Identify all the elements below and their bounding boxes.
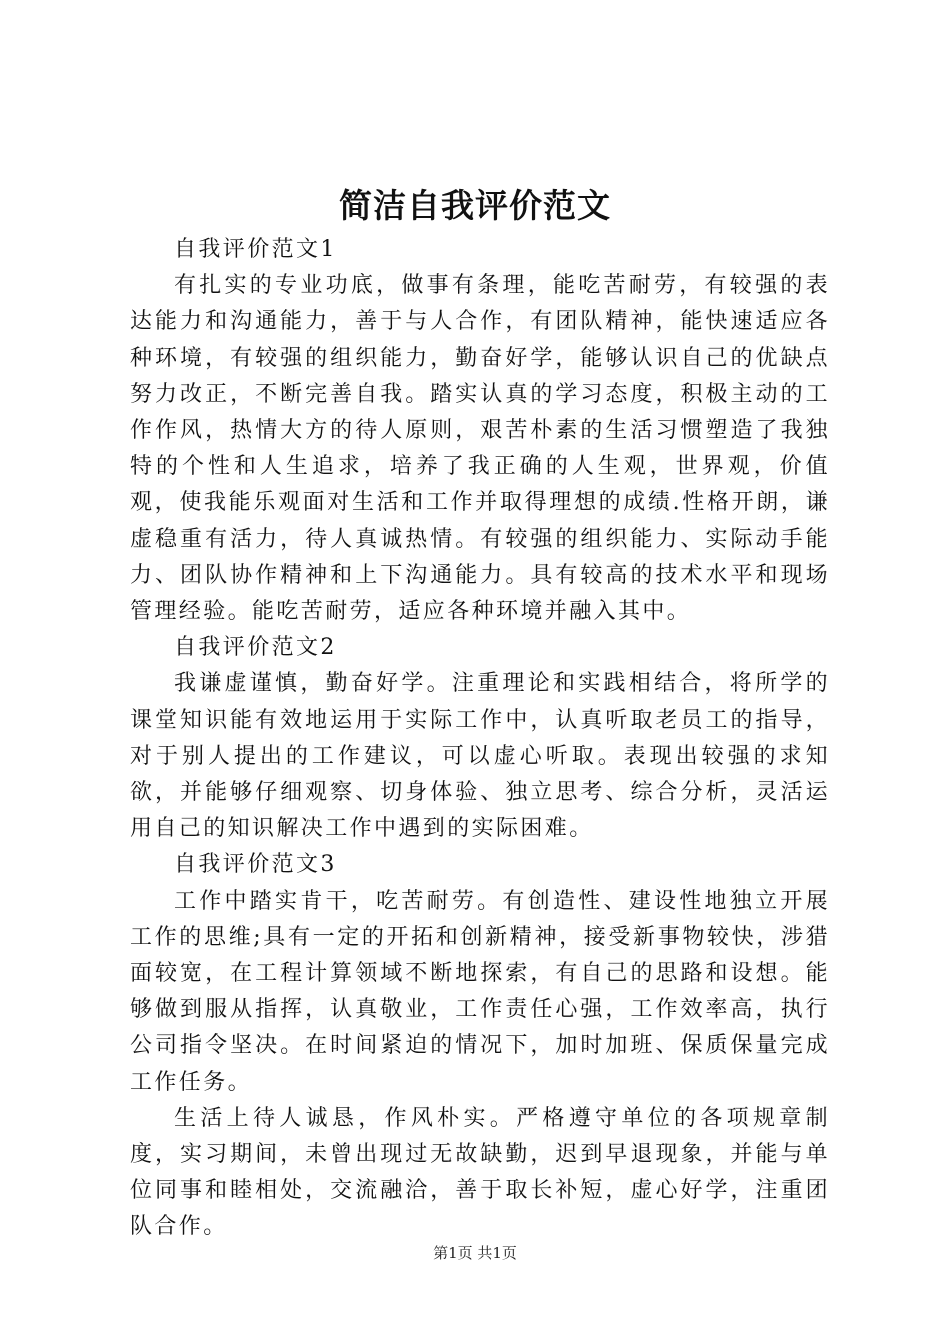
section-paragraph-2: 我谦虚谨慎，勤奋好学。注重理论和实践相结合，将所学的课堂知识能有效地运用于实际工作中，认真听取老员工的指导，对于别人提出的工作建议，可以虚心听取。表现出较强的求知欲，并能够仔细观察、切身体验、独立思考、综合分析，灵活运用自己的知识解决工作中遇到的实际困难。 — [130, 671, 830, 842]
document-body — [130, 232, 830, 1246]
section-paragraph-4: 生活上待人诚恳，作风朴实。严格遵守单位的各项规章制度，实习期间，未曾出现过无故缺勤，迟到早退现象，并能与单位同事和睦相处，交流融洽，善于取长补短，虚心好学，注重团队合作。 — [130, 1105, 830, 1240]
section-paragraph-1: 有扎实的专业功底，做事有条理，能吃苦耐劳，有较强的表达能力和沟通能力，善于与人合作，有团队精神，能快速适应各种环境，有较强的组织能力，勤奋好学，能够认识自己的优缺点努力改正，不断完善自我。踏实认真的学习态度，积极主动的工作作风，热情大方的待人原则，艰苦朴素的生活习惯塑造了我独特的个性和人生追求，培养了我正确的人生观，世界观，价值观，使我能乐观面对生活和工作并取得理想的成绩.性格开朗，谦虚稳重有活力，待人真诚热情。有较强的组织能力、实际动手能力、团队协作精神和上下沟通能力。具有较高的技术水平和现场管理经验。能吃苦耐劳，适应各种环境并融入其中。 — [130, 273, 830, 625]
section-heading-3: 自我评价范文3 — [174, 852, 337, 878]
section-paragraph-3: 工作中踏实肯干，吃苦耐劳。有创造性、建设性地独立开展工作的思维;具有一定的开拓和创新精神，接受新事物较快，涉猎面较宽，在工程计算领域不断地探索，有自己的思路和设想。能够做到服从指挥，认真敬业，工作责任心强，工作效率高，执行公司指令坚决。在时间紧迫的情况下，加时加班、保质保量完成工作任务。 — [130, 888, 830, 1095]
section-heading-2: 自我评价范文2 — [174, 635, 337, 661]
page-number-footer: 第1页 共1页 — [433, 1244, 517, 1262]
section-heading-1: 自我评价范文1 — [174, 237, 337, 262]
document-title: 简洁自我评价范文 — [339, 186, 611, 225]
